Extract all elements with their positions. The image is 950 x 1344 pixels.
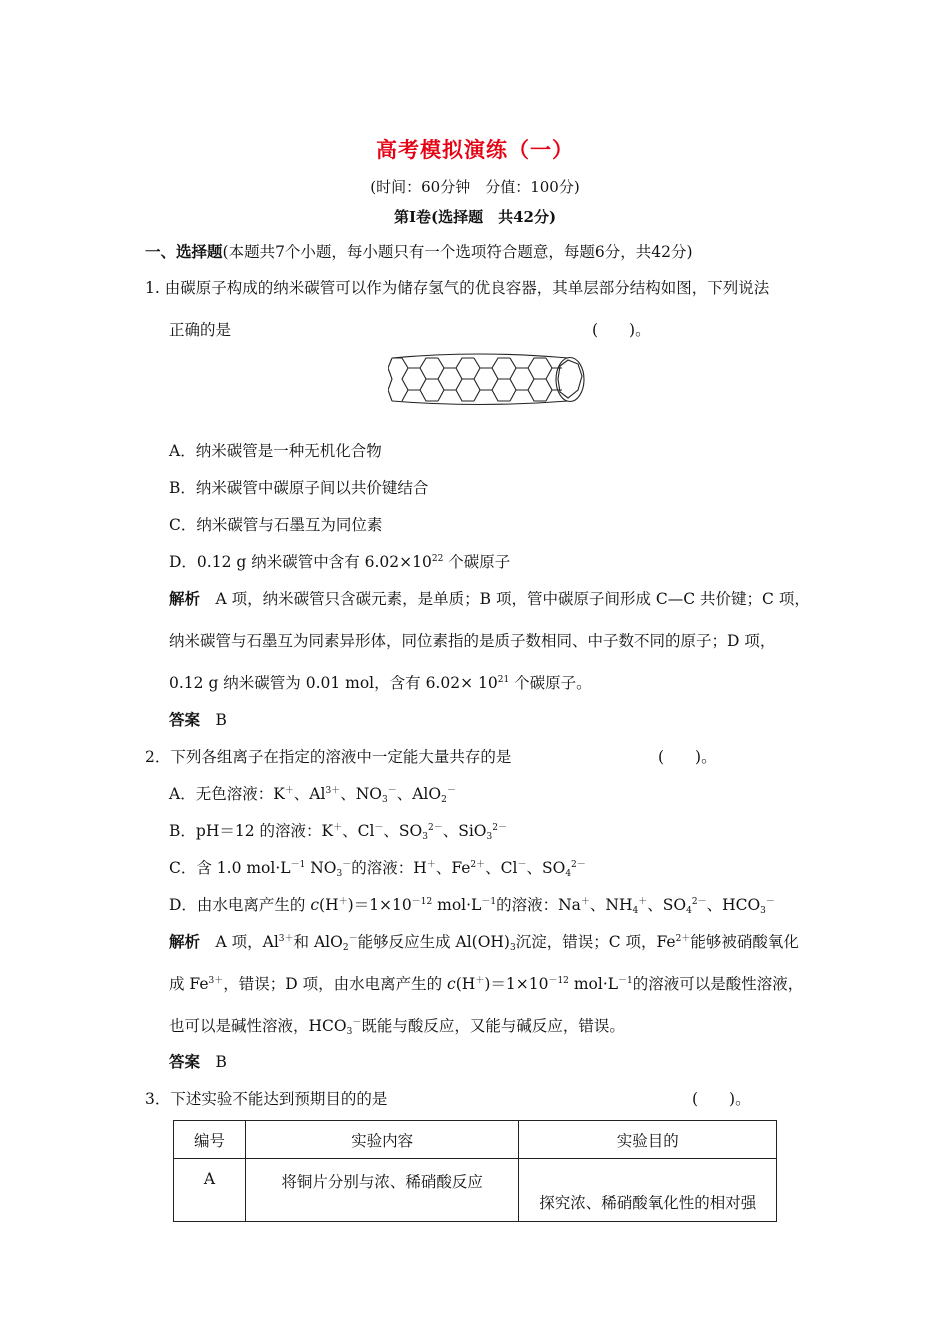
q1-ans-label: 答案 bbox=[169, 710, 201, 729]
q1-expl-text1: A 项，纳米碳管只含碳元素，是单质；B 项，管中碳原子间形成 C—C 共价键；C 项， bbox=[215, 590, 810, 608]
section-heading bbox=[145, 240, 693, 262]
q3-stem: 3．下述实验不能达到预期目的的是 bbox=[145, 1090, 388, 1108]
table-cell: 探究浓、稀硝酸氧化性的相对强 bbox=[519, 1159, 777, 1222]
header-cell: 实验内容 bbox=[245, 1121, 519, 1159]
q1-stem-line2: 正确的是 bbox=[169, 321, 232, 339]
q2-ans-value: B bbox=[215, 1053, 227, 1071]
q2-stem: 2．下列各组离子在指定的溶液中一定能大量共存的是 bbox=[145, 748, 512, 766]
table-row bbox=[174, 1159, 777, 1222]
q1-option-b: B．纳米碳管中碳原子间以共价键结合 bbox=[169, 479, 429, 497]
q1-explanation-line1 bbox=[169, 587, 810, 609]
q2-explanation-line1: 解析 A 项，$Al^{3+}$和 AlO$_2$－能够反应生成 $Al(OH)_3$沉淀，错误；C 项，$Fe^{2+}$能够被硝酸氧化 bbox=[169, 932, 799, 953]
q1-option-d-exp: 22 bbox=[431, 554, 444, 564]
q1-ans-value: B bbox=[215, 711, 227, 729]
q1-answer bbox=[169, 708, 227, 730]
q1-answer-paren: ( )。 bbox=[592, 321, 651, 339]
q2-option-a: A．无色溶液：K＋、$Al^{3+}$、$NO_3^-$、AlO$_2$－ bbox=[169, 785, 456, 805]
experiment-table bbox=[173, 1120, 777, 1222]
q1-option-c: C．纳米碳管与石墨互为同位素 bbox=[169, 516, 383, 534]
table-cell: A bbox=[174, 1159, 246, 1222]
volume-heading: 第Ⅰ卷(选择题 共42分) bbox=[393, 208, 557, 226]
q2-expl-label: 解析 bbox=[169, 932, 201, 951]
header-cell: 编号 bbox=[174, 1121, 246, 1159]
q1-option-a: A．纳米碳管是一种无机化合物 bbox=[169, 442, 382, 460]
section-desc: (本题共7个小题，每小题只有一个选项符合题意，每题6分，共42分) bbox=[222, 243, 693, 261]
q1-expl-label: 解析 bbox=[169, 589, 201, 608]
table-cell: 将铜片分别与浓、稀硝酸反应 bbox=[245, 1159, 519, 1222]
q2-ans-label: 答案 bbox=[169, 1052, 201, 1071]
page-title: 高考模拟演练（一） bbox=[376, 137, 574, 162]
exam-meta: (时间：60分钟 分值：100分) bbox=[370, 178, 580, 196]
q2-answer bbox=[169, 1050, 227, 1072]
q1-stem-line1: 1. 由碳原子构成的纳米碳管可以作为储存氢气的优良容器，其单层部分结构如图，下列说法 bbox=[145, 279, 770, 297]
q2-option-c: C．含 1.0 $mol\cdot L^{-1}$ $NO_3^-$的溶液：H＋、$Fe^{2+}$、Cl－、$SO_4^{2-}$ bbox=[169, 859, 586, 879]
q2-option-d: D．由水电离产生的 $c(H^+)=1\times 10^{-12}$ $mol\cdot L^{-1}$的溶液：Na＋、$NH_4^+$、$SO_4^{2-}$、$HCO_3^-$ bbox=[169, 896, 775, 916]
table-header-row bbox=[174, 1121, 777, 1159]
q2-answer-paren: ( )。 bbox=[658, 748, 717, 766]
q1-expl3-exp: 21 bbox=[497, 675, 510, 685]
q1-explanation-line3 bbox=[169, 671, 592, 693]
q1-option-d-tail: 个碳原子 bbox=[443, 553, 511, 571]
q2-explanation-line2: 成 $Fe^{3+}$，错误；D 项，由水电离产生的 $c(H^+)=1\times 10^{-12}$ $mol\cdot L^{-1}$的溶液可以是酸性溶液， bbox=[169, 975, 804, 993]
nanotube-diagram bbox=[388, 352, 588, 407]
q1-explanation-line2: 纳米碳管与石墨互为同素异形体，同位素指的是质子数相同、中子数不同的原子；D 项， bbox=[169, 632, 776, 650]
q1-expl3-tail: 个碳原子。 bbox=[509, 674, 592, 692]
section-label: 一、选择题 bbox=[145, 242, 223, 261]
q2-explanation-line3: 也可以是碱性溶液，$HCO_3^-$既能与酸反应，又能与碱反应，错误。 bbox=[169, 1017, 625, 1037]
q1-option-d-text: D．0.12 g 纳米碳管中含有 6.02×10 bbox=[169, 553, 432, 571]
q2-option-b: B．pH＝12 的溶液：K＋、Cl－、$SO_3^{2-}$、SiO$_3^{2-}$ bbox=[169, 822, 507, 842]
q1-expl3-text: 0.12 g 纳米碳管为 0.01 mol，含有 6.02× 10 bbox=[169, 674, 498, 692]
header-cell: 实验目的 bbox=[519, 1121, 777, 1159]
q3-answer-paren: ( )。 bbox=[692, 1090, 751, 1108]
q1-option-d bbox=[169, 550, 510, 572]
